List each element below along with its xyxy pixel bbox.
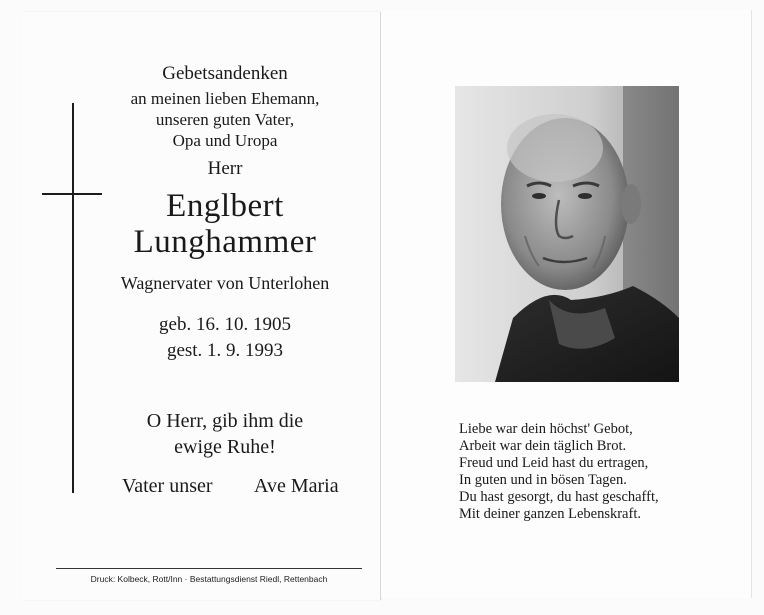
imprint-divider	[56, 568, 362, 569]
prayer-line: O Herr, gib ihm die	[146, 410, 304, 432]
verse-line: Arbeit war dein täglich Brot.	[459, 438, 627, 454]
verse-line: Freud und Leid hast du ertragen,	[459, 455, 649, 471]
prayer-ave-maria: Ave Maria	[254, 475, 339, 497]
subtitle-line: Opa und Uropa	[172, 131, 278, 150]
salutation: Herr	[207, 158, 243, 179]
death-date: gest. 1. 9. 1993	[166, 340, 284, 361]
cross-icon	[72, 103, 74, 493]
prayer-vater-unser: Vater unser	[122, 475, 213, 497]
subtitle-line: an meinen lieben Ehemann,	[130, 89, 320, 108]
portrait-photo-icon	[455, 86, 679, 382]
cross-bar	[42, 193, 102, 195]
verse-line: In guten und in bösen Tagen.	[459, 472, 627, 488]
verse-line: Du hast gesorgt, du hast geschafft,	[459, 489, 659, 505]
card-header: Gebetsandenken	[162, 63, 288, 84]
verse-line: Mit deiner ganzen Lebenskraft.	[459, 506, 641, 522]
last-name: Lunghammer	[133, 224, 317, 260]
birth-date: geb. 16. 10. 1905	[159, 314, 291, 335]
prayer-line: ewige Ruhe!	[174, 436, 276, 458]
verse-line: Liebe war dein höchst' Gebot,	[459, 421, 633, 437]
subtitle-line: unseren guten Vater,	[155, 110, 295, 129]
first-name: Englbert	[166, 188, 284, 224]
printer-imprint: Druck: Kolbeck, Rott/Inn · Bestattungsdienst Riedl, Rettenbach	[90, 574, 328, 584]
occupation: Wagnervater von Unterlohen	[120, 273, 330, 293]
